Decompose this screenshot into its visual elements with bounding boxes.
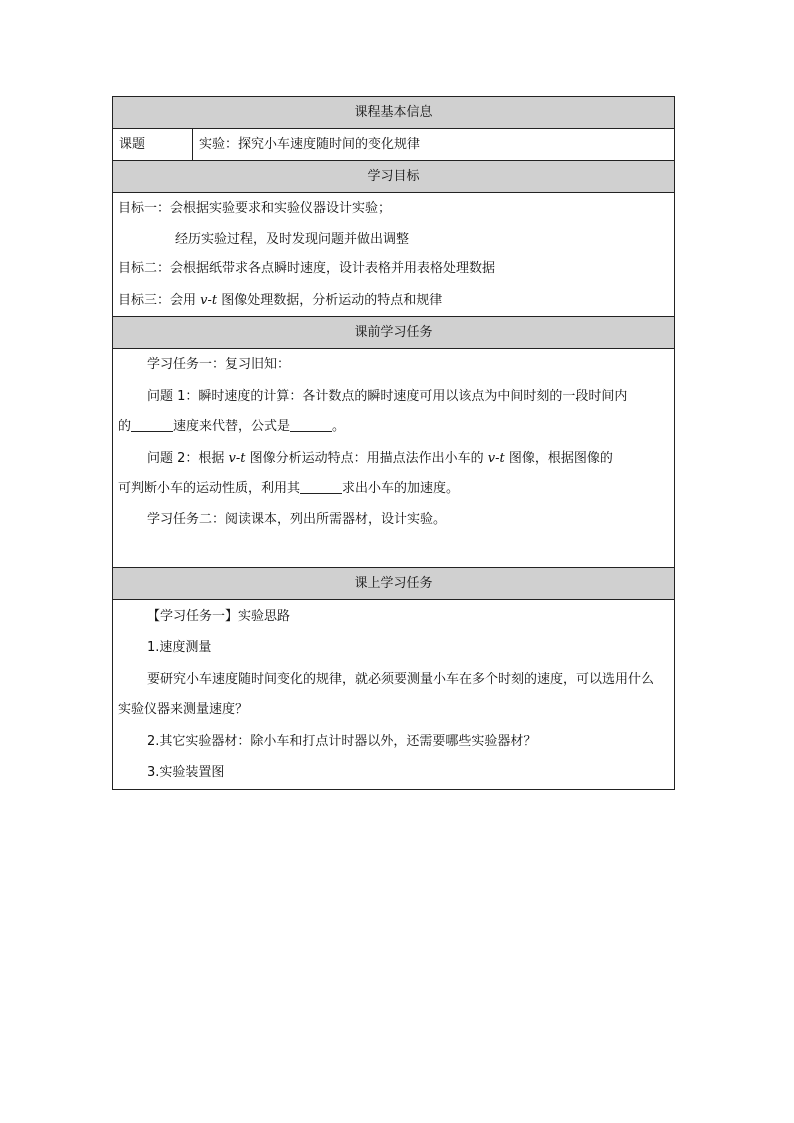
goal-2: 目标二：会根据纸带求各点瞬时速度，设计表格并用表格处理数据 (118, 261, 496, 276)
pre-task-2: 学习任务二：阅读课本，列出所需器材，设计实验。 (147, 512, 447, 527)
q2-text-d: 可判断小车的运动性质，利用其 (118, 481, 301, 496)
q1-text-c: 。 (332, 419, 346, 434)
goal-1-continued: 经历实验过程，及时发现问题并做出调整 (175, 232, 410, 247)
q1-text-b: 速度来代替，公式是 (173, 419, 291, 434)
pre-task-1: 学习任务一：复习旧知： (147, 357, 291, 372)
q2-text-c: 图像，根据图像的 (504, 451, 613, 466)
goal-3-pre: 目标三：会用 (118, 293, 201, 308)
question-1-line2 (118, 419, 345, 435)
topic-value: 实验：探究小车速度随时间的变化规律 (199, 136, 421, 152)
pre-class-section (113, 349, 674, 568)
basic-info-header (113, 97, 674, 129)
in-class-task-1-title: 【学习任务一】实验思路 (147, 609, 291, 624)
course-table (112, 96, 675, 790)
question-2-line2 (118, 481, 459, 497)
item-3-setup-diagram: 3.实验装置图 (147, 765, 225, 780)
q2-blank (300, 481, 342, 494)
q2-vt-1: v-t (228, 451, 246, 466)
goal-1: 目标一：会根据实验要求和实验仪器设计实验； (118, 201, 392, 216)
q1-blank-1 (131, 419, 173, 432)
objectives-header-text: 学习目标 (367, 168, 420, 184)
in-class-section (113, 600, 674, 789)
item-1-speed-measurement: 1.速度测量 (147, 640, 212, 655)
in-class-header (113, 568, 674, 600)
objectives-header (113, 161, 674, 193)
item-2-equipment: 2.其它实验器材：除小车和打点计时器以外，还需要哪些实验器材？ (147, 734, 537, 749)
question-1-line1: 问题 1：瞬时速度的计算：各计数点的瞬时速度可用以该点为中间时刻的一段时间内 (147, 389, 628, 404)
q1-blank-2 (290, 419, 332, 432)
q2-text-e: 求出小车的加速度。 (342, 481, 460, 496)
q2-text-a: 问题 2：根据 (147, 451, 229, 466)
question-2-line1 (147, 451, 613, 467)
goal-3-vt: v-t (200, 293, 218, 308)
q1-text-a: 的 (118, 419, 132, 434)
goal-3-post: 图像处理数据，分析运动的特点和规律 (217, 293, 443, 308)
objectives-section (113, 193, 674, 317)
q2-vt-2: v-t (487, 451, 505, 466)
pre-class-header (113, 317, 674, 349)
paragraph-line2: 实验仪器来测量速度？ (118, 702, 249, 717)
goal-3 (118, 293, 442, 309)
topic-label: 课题 (113, 129, 193, 160)
topic-row (113, 129, 674, 161)
paragraph-line1: 要研究小车速度随时间变化的规律，就必须要测量小车在多个时刻的速度，可以选用什么 (147, 672, 655, 687)
q2-text-b: 图像分析运动特点：用描点法作出小车的 (245, 451, 488, 466)
basic-info-header-text: 课程基本信息 (354, 104, 433, 120)
in-class-header-text: 课上学习任务 (354, 575, 433, 591)
pre-class-header-text: 课前学习任务 (354, 324, 433, 340)
